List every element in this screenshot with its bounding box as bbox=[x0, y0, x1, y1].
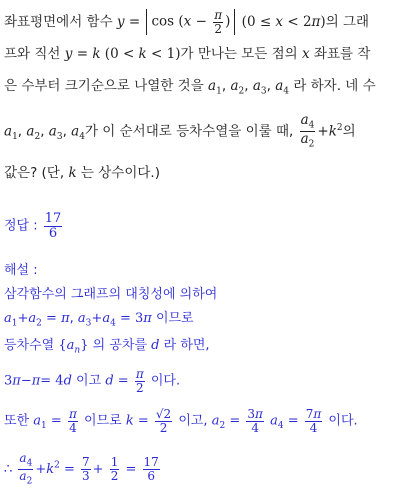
problem-line-5: 값은? (단, k 는 상수이다.) bbox=[4, 164, 160, 181]
abs-cos-expression: cos (x − $\frac{\pi}{2}$ ) bbox=[146, 9, 235, 35]
answer-line bbox=[4, 212, 64, 240]
problem-line-2: 프와 직선 y = k (0 < k < 1)가 만나는 모든 점의 x 좌표를 작 bbox=[4, 46, 371, 62]
solution-line-2: $a_1+a_2 = \pi$, $a_3+a_4 = 3\pi$ 이므로 bbox=[4, 311, 194, 329]
answer-fraction: $\frac{17}{6}$ bbox=[44, 211, 62, 241]
problem-text bbox=[4, 6, 396, 189]
answer-label: 정답 : bbox=[4, 218, 38, 234]
problem-line-1: 좌표평면에서 함수 y = cos (x − $\frac{\pi}{2}$ ) (0 ≤ x < 2π)의 그래 bbox=[4, 7, 370, 36]
solution-line-5: 또한 $a_1$ = $\frac{\pi}{4}$ 이므로 k = $\frac{√2}{2}$ 이고, $a_2$ = $\frac{3\pi}{4}$ $a_4$ = $\frac{7\pi}{4}$ 이다. bbox=[4, 407, 358, 435]
solution-line-1: 삼각함수의 그래프의 대칭성에 의하여 bbox=[4, 287, 218, 302]
solution-line-6: ∴ $\frac{a_4}{a_2}$ $+k^2$ = $\frac{7}{3}$ + $\frac{1}{2}$ = $\frac{17}{6}$ bbox=[4, 451, 159, 487]
problem-line-3: 은 수부터 크기순으로 나열한 것을 $a_1$, $a_2$, $a_3$, $a_4$ 라 하자. 네 수 bbox=[4, 78, 376, 97]
solution-line-4: 3π−π= 4d 이고 d = $\frac{\pi}{2}$ 이다. bbox=[4, 367, 181, 395]
solution-label: 해설 : bbox=[4, 263, 38, 278]
problem-line-4: $a_1$, $a_2$, $a_3$, $a_4$가 이 순서대로 등차수열을 이룰 때, $\frac{a_4}{a_2}$ $+k^2$의 bbox=[4, 111, 356, 150]
solution-line-3: 등차수열 $\{a_n\}$ 의 공차를 d 라 하면, bbox=[4, 338, 210, 356]
